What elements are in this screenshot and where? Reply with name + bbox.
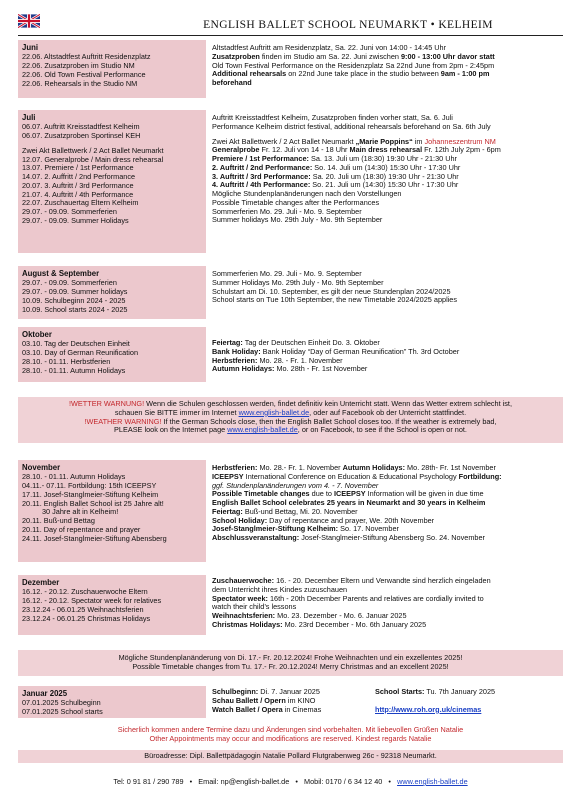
juli-detail-line: 3. Auftritt / 3rd Performance: Sa. 20. Juli um (18:30) 19:30 Uhr - 21:30 Uhr <box>212 171 459 181</box>
januar-details-en <box>375 688 563 715</box>
juni-date-line: 22.06. Zusatzproben im Studio NM <box>22 61 135 71</box>
oktober-date-line: 28.10. - 01.11. Herbstferien <box>22 356 111 366</box>
november-date-line: 30 Jahre alt in Kelheim! <box>42 507 119 517</box>
christmas-notice-band <box>18 650 563 676</box>
november-detail-line: Feiertag: Buß-und Bettag, Mi. 20. November <box>212 506 358 516</box>
juli-date-line: 12.07. Generalprobe / Main dress rehearsal <box>22 154 164 164</box>
august-date-line: 29.07. - 09.09. Summer holidays <box>22 287 128 297</box>
juli-date-line: 20.07. 3. Auftritt / 3rd Performance <box>22 180 134 190</box>
dezember-dates-box <box>18 575 206 635</box>
uk-flag-icon <box>18 14 40 28</box>
november-dates-box <box>18 460 206 562</box>
dezember-date-line: 23.12.24 - 06.01.25 Weihnachtsferien <box>22 604 144 614</box>
august-detail-line: Summer Holidays Mo. 29th July - Mo. 9th September <box>212 277 384 287</box>
november-detail-line: Abschlussveranstaltung: Josef-Stanglmeier-Stiftung Abensberg So. 24. November <box>212 533 485 542</box>
juni-detail-line: Additional rehearsals on 22nd June take place in the studio between 9am - 1:00 pm <box>212 69 490 79</box>
dezember-heading: Dezember <box>22 578 60 587</box>
weather-warning-band <box>18 397 563 443</box>
januar-details <box>210 686 370 716</box>
juni-detail-line: Old Town Festival Performance on the Residenzplatz Sa 22nd June from 2pm - 2:45pm <box>212 60 495 70</box>
oktober-date-line: 03.10. Day of German Reunification <box>22 348 139 358</box>
juli-dates-box <box>18 110 206 253</box>
november-detail-line: ggf. Stundenplanänderungen vom 4. - 7. November <box>212 480 379 490</box>
juni-detail-line: Zusatzproben finden im Studio am Sa. 22. Juni zwischen 9:00 - 13:00 Uhr davor statt <box>212 51 495 61</box>
august-dates-box <box>18 266 206 319</box>
november-date-line: 24.11. Josef-Stanglmeier-Stiftung Abensberg <box>22 533 167 543</box>
november-detail-line: School Holiday: Day of repentance and prayer, We. 20th November <box>212 515 435 525</box>
footer-separator: • <box>388 777 391 786</box>
dezember-detail-line: Spectator week: 16th - 20th December Parents and relatives are cordially invited to <box>212 593 484 603</box>
office-address-band <box>18 750 563 763</box>
christmas-notice-line: Possible Timetable changes from Tu. 17.- Fr. 20.12.2024! Merry Christmas and an excellent 2025! <box>132 661 449 671</box>
august-details <box>210 268 563 307</box>
dezember-detail-line: Christmas Holidays: Mo. 23rd December - Mo. 6th January 2025 <box>212 619 427 629</box>
juli-date-line: 14.07. 2. Auffritt / 2nd Performance <box>22 172 136 182</box>
august-detail-line: Sommerferien Mo. 29. Juli - Mo. 9. September <box>212 269 362 278</box>
juli-detail-line: Possible Timetable changes after the Performances <box>212 197 380 207</box>
dezember-date-line: 16.12. - 20.12. Spectator week for relatives <box>22 596 162 606</box>
dezember-date-line: 23.12.24 - 06.01.25 Christmas Holidays <box>22 613 151 623</box>
closing-line: Sicherlich kommen andere Termine dazu und Änderungen sind vorbehalten. Mit liebevollen Grüßen Natalie <box>117 725 464 734</box>
januar-detail-line: Schulbeginn: Di. 7. Januar 2025 <box>212 687 320 696</box>
august-date-line: 29.07. - 09.09. Sommerferien <box>22 278 117 288</box>
november-date-line: 28.10. - 01.11. Autumn Holidays <box>22 472 126 482</box>
dezember-detail-line: Weihnachtsferien: Mo. 23. Dezember - Mo. 6. Januar 2025 <box>212 611 407 620</box>
november-detail-line: Possible Timetable changes due to ICEEPSY Information will be given in due time <box>212 489 484 499</box>
page-title: ENGLISH BALLET SCHOOL NEUMARKT • KELHEIM <box>203 19 493 31</box>
juli-date-line: 29.07. - 09.09. Summer Holidays <box>22 215 129 225</box>
juli-date-line: 22.07. Zuschauertag Eltern Kelheim <box>22 198 139 208</box>
oktober-heading: Oktober <box>22 330 52 339</box>
januar-date-line: 07.01.2025 Schulbeginn <box>22 698 101 708</box>
website-link[interactable]: www.english-ballet.de <box>227 425 298 435</box>
juni-detail-line: Altstadtfest Auftritt am Residenzplatz, Sa. 22. Juni von 14:00 - 14:45 Uhr <box>212 43 447 52</box>
footer-website-link[interactable]: www.english-ballet.de <box>397 777 468 786</box>
juli-detail-line: Summer holidays Mo. 29th July - Mo. 9th September <box>212 215 383 225</box>
oktober-details <box>210 337 563 376</box>
closing-line: Other Appointments may occur and modifications are reserved. Kindest regards Natalie <box>149 733 432 743</box>
november-date-line: 20.11. Buß-und Bettag <box>22 516 95 526</box>
januar-heading: Januar 2025 <box>22 689 68 698</box>
juni-details <box>210 42 563 90</box>
oktober-dates-box <box>18 327 206 382</box>
juni-dates-box <box>18 40 206 98</box>
januar-dates-box <box>18 686 206 718</box>
christmas-notice-line: Mögliche Stundenplanänderung von Di. 17.- Fr. 20.12.2024! Frohe Weihnachten und ein exzellentes 2025! <box>118 653 463 662</box>
august-detail-line: Schulstart am Di. 10. September, es gilt der neue Stundenplan 2024/2025 <box>212 286 451 296</box>
website-link[interactable]: www.english-ballet.de <box>238 407 310 417</box>
juli-detail-line: Mögliche Stundenplanänderungen nach den Vorstellungen <box>212 189 402 198</box>
juli-details <box>210 112 563 227</box>
november-detail-line: Josef-Stanglmeier-Stiftung Kelheim: So. 17. November <box>212 524 399 534</box>
november-date-line: 20.11. Day of repentance and prayer <box>22 524 141 534</box>
juli-date-line: 06.07. Auftritt Kreisstadtfest Kelheim <box>22 122 140 132</box>
juni-date-line: 22.06. Old Town Festival Performance <box>22 69 146 79</box>
januar-detail-line: School Starts: Tu. 7th January 2025 <box>375 687 496 696</box>
august-detail-line: School starts on Tue 10th September, the new Timetable 2024/2025 applies <box>212 295 458 305</box>
office-address: Büroadresse: Dipl. Ballettpädagogin Natalie Pollard Flutgrabenweg 26c - 92318 Neumarkt. <box>144 751 437 760</box>
roh-cinemas-link[interactable]: http://www.roh.org.uk/cinemas <box>375 704 482 714</box>
juli-date-line: Zwei Akt Ballettwerk / 2 Act Ballet Neumarkt <box>22 145 164 155</box>
weather-warning-line: !WEATHER WARNING! If the German Schools close, then the English Ballet School closes too. If the weather is extremely bad, <box>84 416 497 426</box>
november-detail-line: Herbstferien: Mo. 28.- Fr. 1. November Autumn Holidays: Mo. 28th- Fr. 1st November <box>212 463 496 472</box>
juli-date-line: 21.07. 4. Auftritt / 4th Performance <box>22 189 134 199</box>
weather-warning-line: PLEASE look on the Internet page www.english-ballet.de, or on Facebook, to see if the School is open or not. <box>114 425 467 435</box>
dezember-detail-line: dem Unterricht ihres Kindes zuzuschauen <box>212 584 348 594</box>
november-date-line: 20.11. English Ballet School ist 25 Jahre alt! <box>22 498 164 508</box>
november-date-line: 17.11. Josef-Stanglmeier-Stiftung Kelheim <box>22 489 159 499</box>
dezember-detail-line: Zuschauerwoche: 16. - 20. December Eltern und Verwandte sind herzlich eingeladen <box>212 576 491 585</box>
juli-detail-line: 4. Auftritt / 4th Performance: So. 21. Juli um (14:30) 15:30 Uhr - 17:30 Uhr <box>212 180 459 190</box>
august-date-line: 10.09. Schulbeginn 2024 - 2025 <box>22 295 126 305</box>
oktober-detail-line: Autumn Holidays: Mo. 28th - Fr. 1st November <box>212 364 368 374</box>
juli-detail-line: Generalprobe Fr. 12. Juli von 14 - 18 Uhr Main dress rehearsal Fr. 12th July 2pm - 6pm <box>212 145 501 155</box>
oktober-detail-line: Herbstferien: Mo. 28. - Fr. 1. November <box>212 355 343 365</box>
dezember-detail-line: watch their child’s lessons <box>212 602 297 612</box>
footer-separator: • <box>189 777 193 786</box>
august-date-line: 10.09. School starts 2024 - 2025 <box>22 304 128 314</box>
januar-detail-line: Watch Ballet / Opera in Cinemas <box>212 704 322 714</box>
weather-warning-line: schauen Sie BITTE immer im Internet www.english-ballet.de, oder auf Facebook ob der Unterricht stattfindet. <box>114 407 467 417</box>
januar-detail-line: Schau Ballett / Opern im KINO <box>212 695 316 705</box>
dezember-details <box>210 575 563 632</box>
juli-detail-line: Auftritt Kreisstadtfest Kelheim, Zusatzproben finden vorher statt, Sa. 6. Juli <box>212 113 453 122</box>
juli-date-line: 13.07. Premiere / 1st Performance <box>22 163 134 173</box>
weather-warning-line: !WETTER WARNUNG! Wenn die Schulen geschlossen werden, findet definitiv kein Unterricht statt. Wenn das Wetter extrem schlecht ist, <box>69 399 512 408</box>
page-header <box>18 14 563 36</box>
juni-detail-line: beforehand <box>212 78 252 87</box>
oktober-detail-line: Feiertag: Tag der Deutschen Einheit Do. 3. Oktober <box>212 338 380 347</box>
juli-date-line: 29.07. - 09.09. Sommerferien <box>22 207 117 217</box>
november-detail-line: ICEEPSY International Conference on Education & Educational Psychology Fortbildung: <box>212 471 502 481</box>
juli-detail-line: 2. Auftritt / 2nd Performance: So. 14. Juli um (14:30) 15:30 Uhr - 17:30 Uhr <box>212 162 461 172</box>
juli-detail-line: Performance Kelheim district festival, additional rehearsals beforehand on Sa. 6th July <box>212 121 491 131</box>
november-date-line: 04.11.- 07.11. Fortbildung: 15th ICEEPSY <box>22 481 157 491</box>
footer-mobile: Mobil: 0170 / 6 34 12 40 <box>304 777 383 786</box>
footer-phone: Tel: 0 91 81 / 290 789 <box>113 777 184 786</box>
november-detail-line: English Ballet School celebrates 25 years in Neumarkt and 30 years in Kelheim <box>212 498 486 507</box>
oktober-date-line: 03.10. Tag der Deutschen Einheit <box>22 339 130 349</box>
juni-heading: Juni <box>22 43 39 52</box>
august-heading: August & September <box>22 269 100 278</box>
juli-date-line: 06.07. Zusatzproben Sportinsel KEH <box>22 131 141 141</box>
closing-notes <box>18 726 563 744</box>
oktober-detail-line: Bank Holiday: Bank Holiday “Day of German Reunification” Th. 3rd October <box>212 346 460 356</box>
oktober-date-line: 28.10. - 01.11. Autumn Holidays <box>22 365 126 375</box>
januar-date-line: 07.01.2025 School starts <box>22 707 103 717</box>
juli-detail-line: Premiere / 1st Performance: Sa. 13. Juli um (18:30) 19:30 Uhr - 21:30 Uhr <box>212 154 457 163</box>
november-details <box>210 462 563 545</box>
juli-heading: Juli <box>22 113 36 122</box>
dezember-date-line: 16.12. - 20.12. Zuschauerwoche Eltern <box>22 587 148 597</box>
footer-separator: • <box>295 777 298 786</box>
juli-detail-line: Sommerferien Mo. 29. Juli - Mo. 9. September <box>212 206 362 216</box>
november-heading: November <box>22 463 61 472</box>
juni-date-line: 22.06. Altstadtfest Auftritt Residenzplatz <box>22 52 151 62</box>
juni-date-line: 22.06. Rehearsals in the Studio NM <box>22 78 138 88</box>
juli-detail-line: Zwei Akt Ballettwerk / 2 Act Ballet Neumarkt „Marie Poppins“ im Johanneszentrum NM <box>212 136 496 146</box>
footer-email: Email: np@english-ballet.de <box>198 777 290 786</box>
contact-footer <box>18 778 563 787</box>
